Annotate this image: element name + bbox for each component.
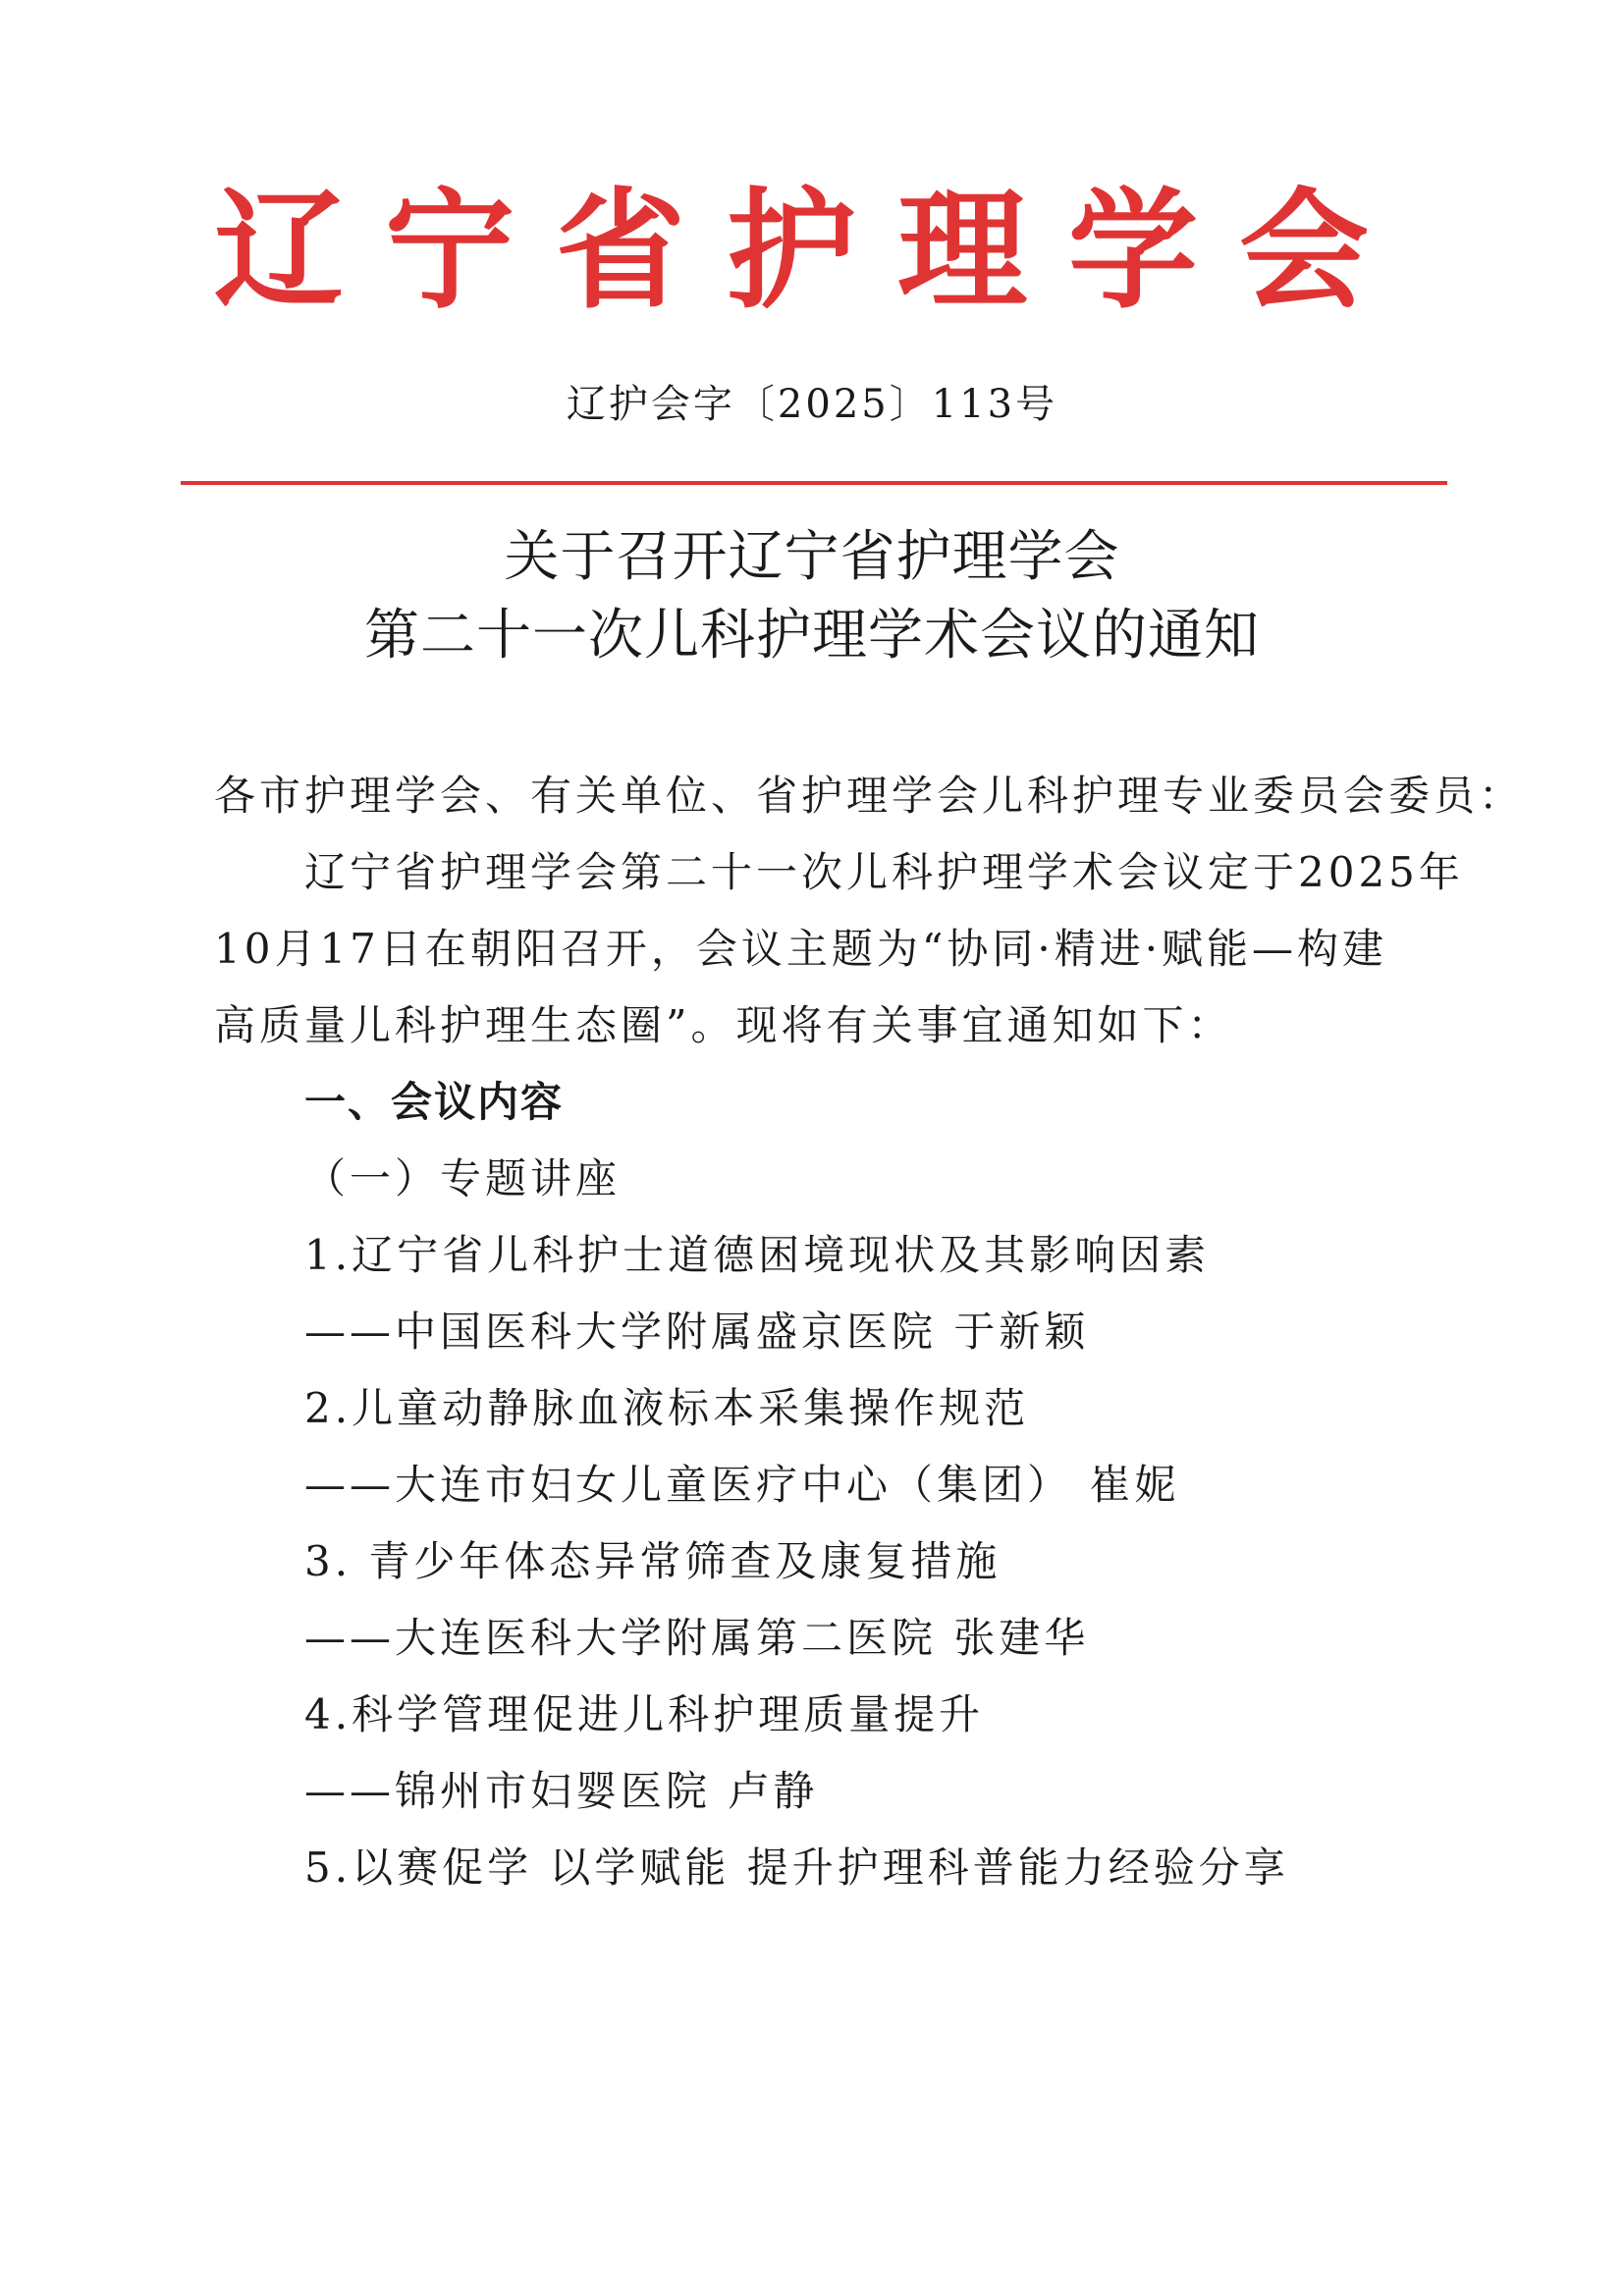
lecture-speaker-2: ——大连市妇女儿童医疗中心（集团） 崔妮 bbox=[304, 1461, 1180, 1509]
red-divider-rule bbox=[181, 481, 1447, 485]
salutation: 各市护理学会、有关单位、省护理学会儿科护理专业委员会委员： bbox=[214, 772, 1525, 820]
notice-title-line-1: 关于召开辽宁省护理学会 bbox=[504, 525, 1120, 589]
lecture-topic-5: 5.以赛促学 以学赋能 提升护理科普能力经验分享 bbox=[304, 1843, 1289, 1892]
lecture-topic-4: 4.科学管理促进儿科护理质量提升 bbox=[304, 1690, 985, 1738]
section-heading-meeting-content: 一、会议内容 bbox=[304, 1078, 565, 1126]
org-masthead: 辽宁省护理学会 bbox=[214, 175, 1410, 327]
lecture-topic-3: 3. 青少年体态异常筛查及康复措施 bbox=[304, 1537, 1001, 1585]
intro-line-1: 辽宁省护理学会第二十一次儿科护理学术会议定于2025年 bbox=[304, 848, 1464, 896]
intro-line-2: 10月17日在朝阳召开，会议主题为“协同·精进·赋能—构建 bbox=[214, 925, 1388, 973]
lecture-speaker-3: ——大连医科大学附属第二医院 张建华 bbox=[304, 1614, 1090, 1662]
document-number: 辽护会字〔2025〕113号 bbox=[566, 382, 1058, 427]
lecture-speaker-1: ——中国医科大学附属盛京医院 于新颖 bbox=[304, 1308, 1090, 1356]
intro-line-3: 高质量儿科护理生态圈”。现将有关事宜通知如下： bbox=[214, 1001, 1233, 1049]
lecture-speaker-4: ——锦州市妇婴医院 卢静 bbox=[304, 1767, 819, 1815]
subsection-heading-lectures: （一）专题讲座 bbox=[304, 1154, 622, 1202]
lecture-topic-2: 2.儿童动静脉血液标本采集操作规范 bbox=[304, 1384, 1030, 1432]
notice-title-line-2: 第二十一次儿科护理学术会议的通知 bbox=[364, 604, 1260, 667]
lecture-topic-1: 1.辽宁省儿科护士道德困境现状及其影响因素 bbox=[304, 1231, 1211, 1279]
